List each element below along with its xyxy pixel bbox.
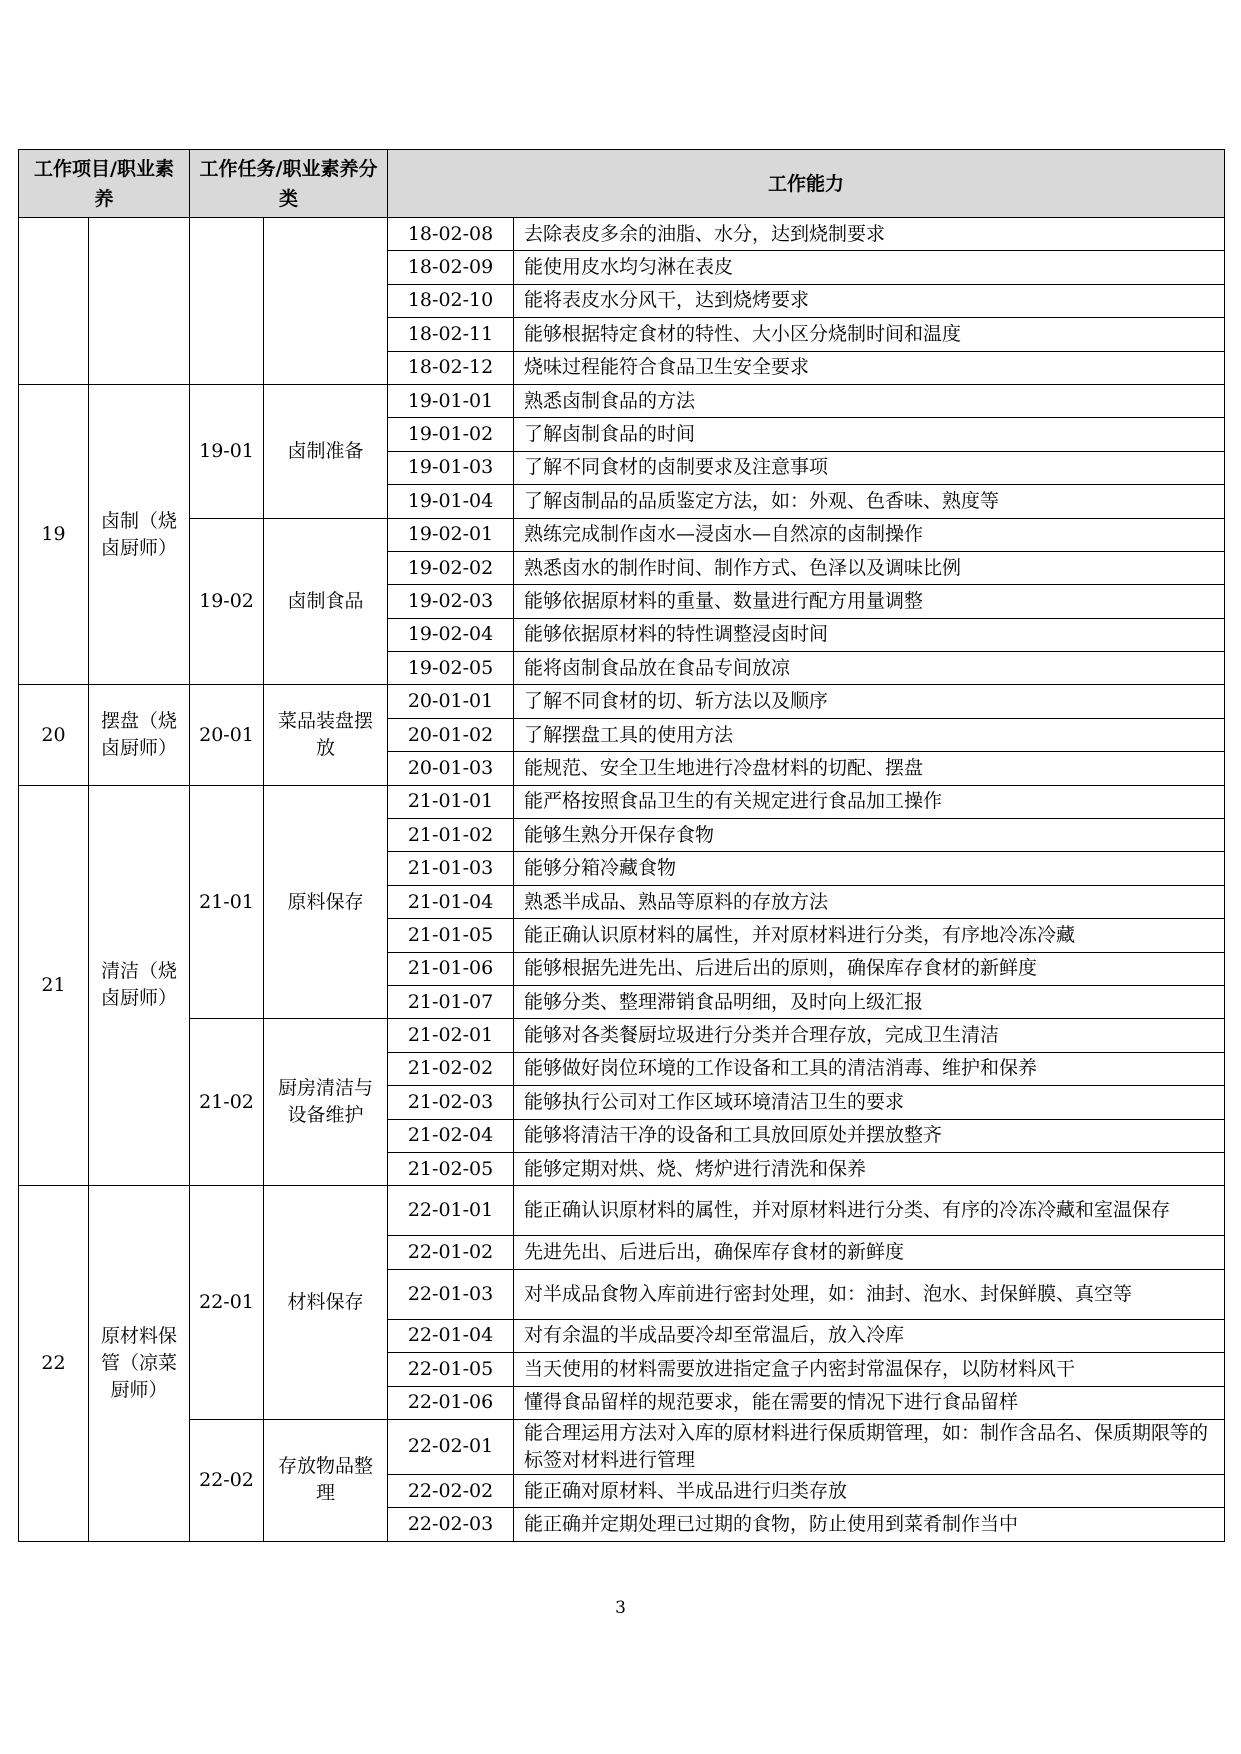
- table-row: [19, 518, 1225, 551]
- ability-text: 烧味过程能符合食品卫生安全要求: [514, 351, 1225, 384]
- task-code-cell: 19-01: [190, 384, 264, 518]
- task-code-cell: 21-02: [190, 1019, 264, 1186]
- ability-code: 21-01-06: [388, 952, 514, 985]
- ability-text: 能够依据原材料的重量、数量进行配方用量调整: [514, 585, 1225, 618]
- ability-text: 了解不同食材的卤制要求及注意事项: [514, 451, 1225, 484]
- ability-code: 18-02-10: [388, 284, 514, 317]
- ability-text: 能够依据原材料的特性调整浸卤时间: [514, 618, 1225, 651]
- competency-table: [18, 149, 1225, 1542]
- ability-text: 能严格按照食品卫生的有关规定进行食品加工操作: [514, 785, 1225, 818]
- ability-code: 22-02-02: [388, 1474, 514, 1507]
- task-name-cell: 存放物品整理: [264, 1419, 388, 1541]
- table-row: [19, 1186, 1225, 1236]
- ability-code: 22-02-01: [388, 1419, 514, 1474]
- project-name-cell: 原材料保管（凉菜厨师）: [89, 1186, 190, 1541]
- ability-text: 能合理运用方法对入库的原材料进行保质期管理，如：制作含品名、保质期限等的标签对材料进行管理: [514, 1419, 1225, 1474]
- ability-text: 当天使用的材料需要放进指定盒子内密封常温保存，以防材料风干: [514, 1353, 1225, 1386]
- ability-code: 21-02-05: [388, 1152, 514, 1185]
- ability-code: 20-01-01: [388, 685, 514, 718]
- ability-code: 19-02-03: [388, 585, 514, 618]
- task-name-cell: 材料保存: [264, 1186, 388, 1420]
- project-name-cell: [89, 218, 190, 385]
- ability-code: 19-02-04: [388, 618, 514, 651]
- header-ability: 工作能力: [388, 150, 1225, 218]
- ability-text: 能够将清洁干净的设备和工具放回原处并摆放整齐: [514, 1119, 1225, 1152]
- ability-code: 22-01-01: [388, 1186, 514, 1236]
- ability-text: 懂得食品留样的规范要求，能在需要的情况下进行食品留样: [514, 1386, 1225, 1419]
- ability-text: 能够根据先进先出、后进后出的原则，确保库存食材的新鲜度: [514, 952, 1225, 985]
- ability-code: 22-01-05: [388, 1353, 514, 1386]
- ability-code: 22-01-02: [388, 1236, 514, 1269]
- project-num-cell: 19: [19, 384, 89, 685]
- header-task: 工作任务/职业素养分类: [190, 150, 388, 218]
- task-code-cell: 20-01: [190, 685, 264, 785]
- ability-code: 20-01-03: [388, 752, 514, 785]
- table-row: [19, 685, 1225, 718]
- ability-code: 19-01-02: [388, 418, 514, 451]
- project-num-cell: [19, 218, 89, 385]
- table-row: [19, 1019, 1225, 1052]
- ability-code: 19-01-01: [388, 384, 514, 417]
- ability-text: 能将卤制食品放在食品专间放凉: [514, 652, 1225, 685]
- ability-text: 能够定期对烘、烧、烤炉进行清洗和保养: [514, 1152, 1225, 1185]
- ability-text: 能使用皮水均匀淋在表皮: [514, 251, 1225, 284]
- table-row: [19, 384, 1225, 417]
- project-name-cell: 摆盘（烧卤厨师）: [89, 685, 190, 785]
- ability-code: 21-01-04: [388, 885, 514, 918]
- ability-text: 熟悉卤制食品的方法: [514, 384, 1225, 417]
- ability-code: 21-02-04: [388, 1119, 514, 1152]
- ability-text: 能正确认识原材料的属性，并对原材料进行分类、有序的冷冻冷藏和室温保存: [514, 1186, 1225, 1236]
- project-num-cell: 22: [19, 1186, 89, 1541]
- page-number: 3: [615, 1598, 626, 1618]
- ability-code: 22-02-03: [388, 1508, 514, 1541]
- project-name-cell: 卤制（烧卤厨师）: [89, 384, 190, 685]
- ability-text: 了解卤制食品的时间: [514, 418, 1225, 451]
- header-project: 工作项目/职业素养: [19, 150, 190, 218]
- task-code-cell: 19-02: [190, 518, 264, 685]
- ability-text: 熟练完成制作卤水—浸卤水—自然凉的卤制操作: [514, 518, 1225, 551]
- ability-text: 对有余温的半成品要冷却至常温后，放入冷库: [514, 1319, 1225, 1352]
- ability-text: 能够执行公司对工作区域环境清洁卫生的要求: [514, 1086, 1225, 1119]
- ability-text: 熟悉卤水的制作时间、制作方式、色泽以及调味比例: [514, 551, 1225, 584]
- ability-code: 21-02-02: [388, 1052, 514, 1085]
- ability-text: 能规范、安全卫生地进行冷盘材料的切配、摆盘: [514, 752, 1225, 785]
- ability-text: 能够根据特定食材的特性、大小区分烧制时间和温度: [514, 318, 1225, 351]
- ability-text: 能正确并定期处理已过期的食物，防止使用到菜肴制作当中: [514, 1508, 1225, 1541]
- ability-text: 能够分箱冷藏食物: [514, 852, 1225, 885]
- ability-text: 能够分类、整理滞销食品明细，及时向上级汇报: [514, 985, 1225, 1018]
- task-name-cell: 厨房清洁与设备维护: [264, 1019, 388, 1186]
- ability-text: 能正确对原材料、半成品进行归类存放: [514, 1474, 1225, 1507]
- ability-code: 18-02-09: [388, 251, 514, 284]
- ability-code: 22-01-04: [388, 1319, 514, 1352]
- task-name-cell: 卤制食品: [264, 518, 388, 685]
- task-name-cell: [264, 218, 388, 385]
- ability-code: 21-02-03: [388, 1086, 514, 1119]
- ability-text: 对半成品食物入库前进行密封处理，如：油封、泡水、封保鲜膜、真空等: [514, 1269, 1225, 1319]
- ability-text: 能够生熟分开保存食物: [514, 819, 1225, 852]
- ability-text: 能正确认识原材料的属性，并对原材料进行分类，有序地冷冻冷藏: [514, 919, 1225, 952]
- ability-text: 了解摆盘工具的使用方法: [514, 718, 1225, 751]
- ability-text: 去除表皮多余的油脂、水分，达到烧制要求: [514, 218, 1225, 251]
- ability-code: 18-02-08: [388, 218, 514, 251]
- ability-text: 了解不同食材的切、斩方法以及顺序: [514, 685, 1225, 718]
- task-code-cell: 22-01: [190, 1186, 264, 1420]
- table-row: [19, 218, 1225, 251]
- ability-code: 19-01-03: [388, 451, 514, 484]
- ability-text: 能将表皮水分风干，达到烧烤要求: [514, 284, 1225, 317]
- task-code-cell: [190, 218, 264, 385]
- ability-code: 19-01-04: [388, 485, 514, 518]
- ability-code: 20-01-02: [388, 718, 514, 751]
- task-code-cell: 22-02: [190, 1419, 264, 1541]
- ability-text: 熟悉半成品、熟品等原料的存放方法: [514, 885, 1225, 918]
- project-num-cell: 20: [19, 685, 89, 785]
- task-name-cell: 原料保存: [264, 785, 388, 1019]
- header-row: [19, 150, 1225, 218]
- project-name-cell: 清洁（烧卤厨师）: [89, 785, 190, 1186]
- ability-code: 21-01-02: [388, 819, 514, 852]
- ability-code: 21-01-03: [388, 852, 514, 885]
- ability-code: 21-02-01: [388, 1019, 514, 1052]
- ability-text: 能够对各类餐厨垃圾进行分类并合理存放，完成卫生清洁: [514, 1019, 1225, 1052]
- ability-code: 19-02-01: [388, 518, 514, 551]
- task-code-cell: 21-01: [190, 785, 264, 1019]
- ability-text: 了解卤制品的品质鉴定方法，如：外观、色香味、熟度等: [514, 485, 1225, 518]
- ability-code: 21-01-01: [388, 785, 514, 818]
- ability-code: 21-01-07: [388, 985, 514, 1018]
- task-name-cell: 卤制准备: [264, 384, 388, 518]
- task-name-cell: 菜品装盘摆放: [264, 685, 388, 785]
- ability-text: 先进先出、后进后出，确保库存食材的新鲜度: [514, 1236, 1225, 1269]
- ability-code: 19-02-05: [388, 652, 514, 685]
- table-row: [19, 785, 1225, 818]
- ability-code: 18-02-11: [388, 318, 514, 351]
- project-num-cell: 21: [19, 785, 89, 1186]
- table-row: [19, 1419, 1225, 1474]
- ability-code: 18-02-12: [388, 351, 514, 384]
- ability-code: 19-02-02: [388, 551, 514, 584]
- ability-code: 22-01-03: [388, 1269, 514, 1319]
- ability-code: 22-01-06: [388, 1386, 514, 1419]
- ability-text: 能够做好岗位环境的工作设备和工具的清洁消毒、维护和保养: [514, 1052, 1225, 1085]
- ability-code: 21-01-05: [388, 919, 514, 952]
